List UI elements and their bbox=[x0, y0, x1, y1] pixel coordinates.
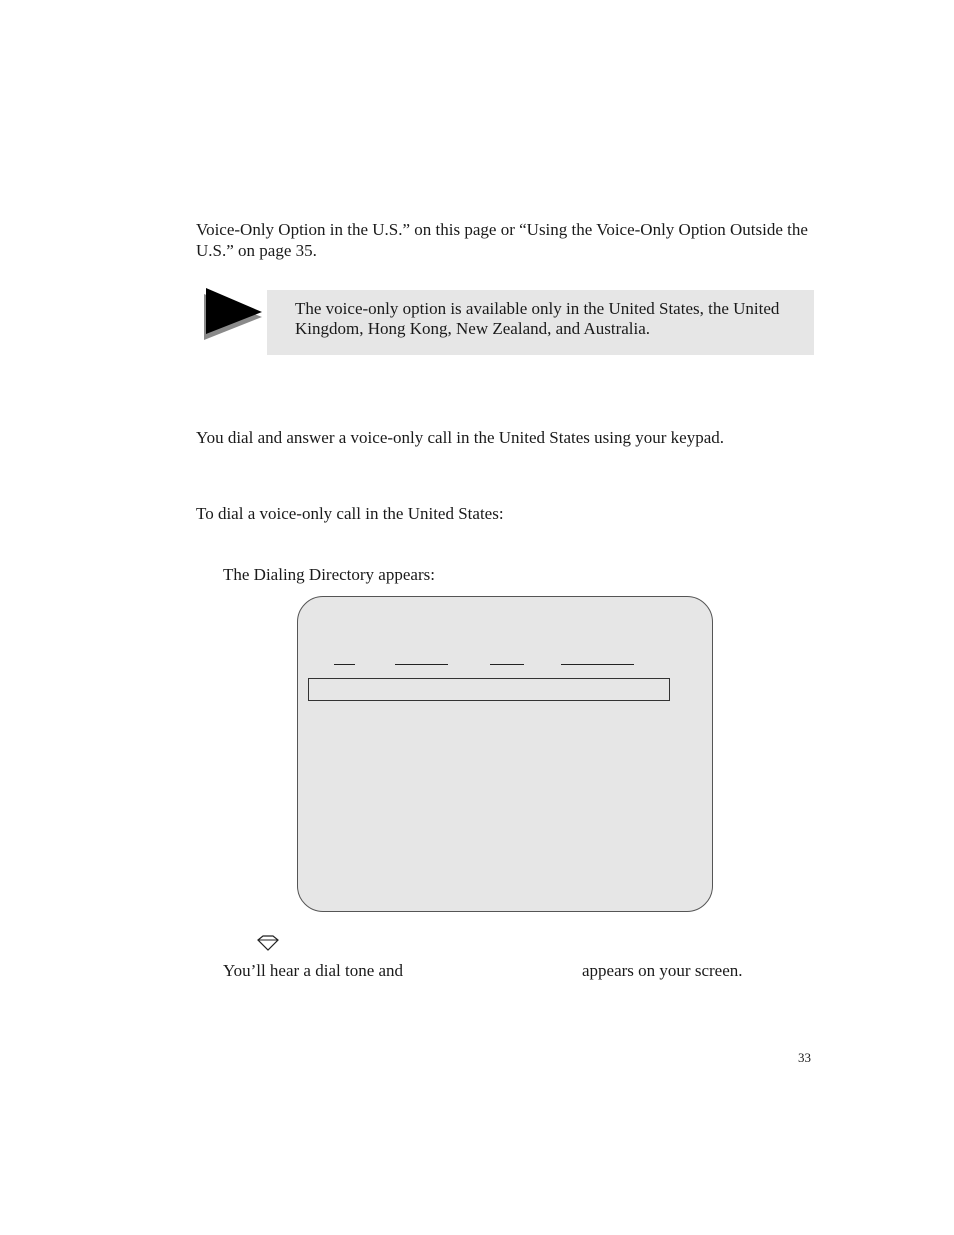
body-paragraph-steps-intro: To dial a voice-only call in the United States: bbox=[196, 504, 504, 523]
keypad-key-icon bbox=[256, 934, 280, 952]
dial-step-text-start: You’ll hear a dial tone and bbox=[223, 961, 404, 980]
page-number: 33 bbox=[798, 1050, 811, 1065]
column-header-rule bbox=[490, 664, 524, 665]
column-header-rule bbox=[334, 664, 355, 665]
arrow-right-icon bbox=[200, 284, 266, 342]
body-paragraph-keypad: You dial and answer a voice-only call in the United States using your keypad. bbox=[196, 428, 724, 447]
column-header-rule bbox=[561, 664, 634, 665]
dial-step-text-end: appears on your screen. bbox=[582, 961, 743, 980]
directory-entry-field[interactable] bbox=[308, 678, 670, 701]
column-header-rule bbox=[395, 664, 448, 665]
intro-paragraph: Voice-Only Option in the U.S.” on this page or “Using the Voice-Only Option Outside the U.S.” on page 35. bbox=[196, 220, 808, 260]
dialing-directory-screen bbox=[297, 596, 713, 912]
step-result-text: The Dialing Directory appears: bbox=[223, 565, 435, 584]
note-box bbox=[267, 290, 814, 355]
note-text: The voice-only option is available only in the United States, the United Kingdom, Hong Kong, New Zealand, and Australia. bbox=[295, 299, 780, 338]
